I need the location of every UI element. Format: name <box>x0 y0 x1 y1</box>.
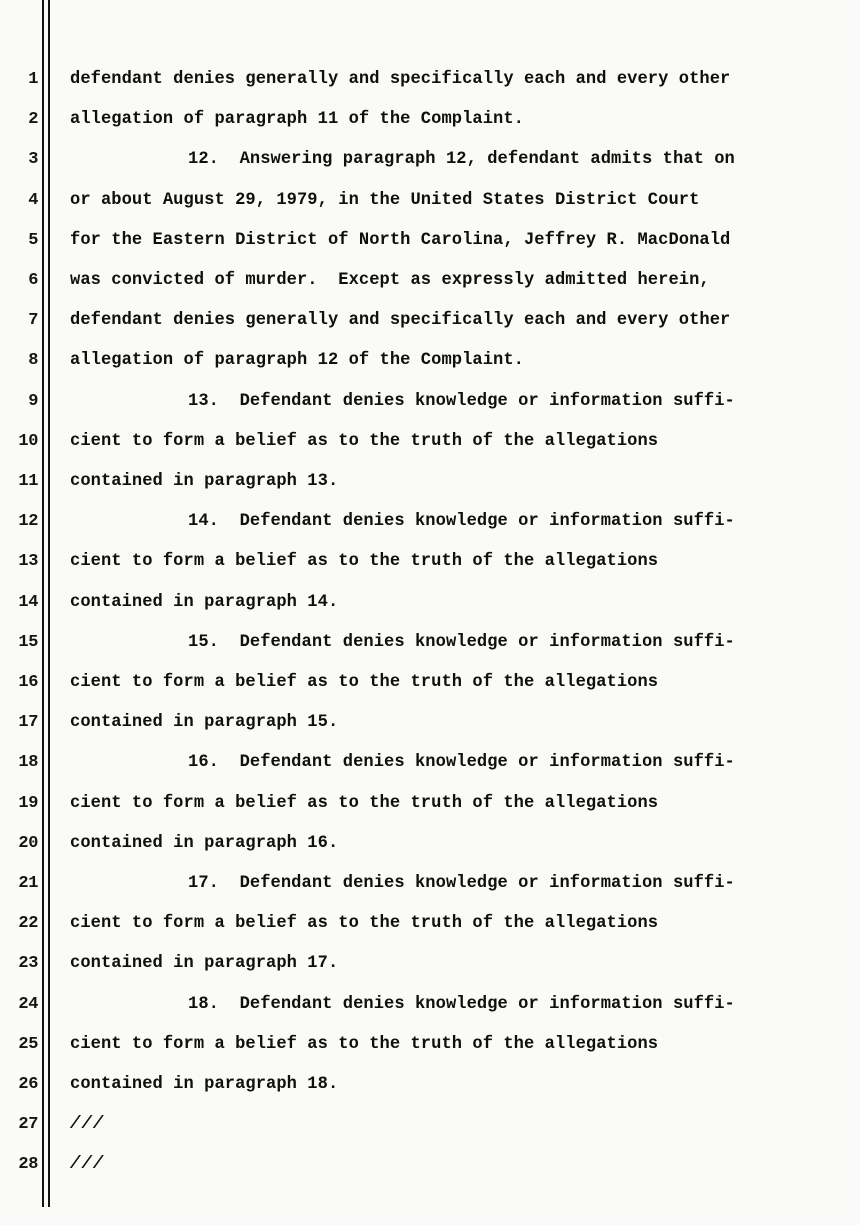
document-text-line: contained in paragraph 18. <box>70 1075 339 1094</box>
document-text-line: allegation of paragraph 12 of the Complaint. <box>70 351 524 371</box>
line-number: 2 <box>28 110 38 130</box>
document-text-line: contained in paragraph 16. <box>70 833 339 853</box>
line-number: 6 <box>28 271 38 290</box>
document-text-line: contained in paragraph 15. <box>70 713 339 733</box>
line-number: 25 <box>18 1034 38 1054</box>
document-text-column <box>70 60 852 1200</box>
line-number: 4 <box>28 190 38 210</box>
line-number: 8 <box>28 351 38 371</box>
line-number: 3 <box>28 150 38 170</box>
document-text-line: or about August 29, 1979, in the United States District Court <box>70 190 700 210</box>
pleading-rule-inner-line <box>48 0 50 1207</box>
document-text-line: cient to form a belief as to the truth of the allegations <box>70 552 659 572</box>
line-number: 1 <box>28 70 38 89</box>
line-number: 7 <box>28 311 38 331</box>
document-text-line: 15. Defendant denies knowledge or information suffi- <box>188 632 735 652</box>
line-number: 24 <box>18 994 38 1014</box>
line-number: 12 <box>18 512 38 532</box>
line-number: 17 <box>18 713 38 733</box>
document-text-line: 12. Answering paragraph 12, defendant admits that on <box>188 150 735 170</box>
document-text-line: cient to form a belief as to the truth of the allegations <box>70 1034 659 1054</box>
line-number: 27 <box>18 1115 38 1135</box>
document-text-line: 13. Defendant denies knowledge or information suffi- <box>188 391 735 411</box>
line-number: 19 <box>18 793 38 813</box>
document-text-line: 17. Defendant denies knowledge or information suffi- <box>188 874 735 893</box>
line-number: 10 <box>18 431 38 451</box>
line-number: 16 <box>18 673 38 692</box>
document-text-line: contained in paragraph 14. <box>70 592 339 612</box>
document-text-line: cient to form a belief as to the truth of the allegations <box>70 431 659 451</box>
line-number-gutter <box>0 60 38 1200</box>
line-number: 15 <box>18 632 38 652</box>
document-text-line: 16. Defendant denies knowledge or information suffi- <box>188 753 735 773</box>
line-number: 23 <box>18 954 38 974</box>
document-text-line: cient to form a belief as to the truth of the allegations <box>70 673 659 692</box>
document-text-line: defendant denies generally and specifically each and every other <box>70 70 731 89</box>
line-number: 5 <box>28 230 38 250</box>
document-text-line: cient to form a belief as to the truth of the allegations <box>70 914 659 934</box>
line-number: 13 <box>18 552 38 572</box>
document-text-line: was convicted of murder. Except as expressly admitted herein, <box>70 271 710 290</box>
document-text-line: contained in paragraph 13. <box>70 472 339 491</box>
line-number: 18 <box>18 753 38 773</box>
line-number: 9 <box>28 391 38 411</box>
line-number: 20 <box>18 833 38 853</box>
document-text-line: for the Eastern District of North Carolina, Jeffrey R. MacDonald <box>70 230 731 250</box>
document-text-line: defendant denies generally and specifically each and every other <box>70 311 731 331</box>
page-break-slashes: /// <box>70 1115 105 1135</box>
line-number: 28 <box>18 1155 38 1175</box>
line-number: 11 <box>18 472 38 491</box>
document-text-line: 14. Defendant denies knowledge or information suffi- <box>188 512 735 532</box>
pleading-rule-outer-line <box>42 0 44 1207</box>
line-number: 14 <box>18 592 38 612</box>
line-number: 26 <box>18 1075 38 1094</box>
document-text-line: contained in paragraph 17. <box>70 954 339 974</box>
line-number: 22 <box>18 914 38 934</box>
document-text-line: 18. Defendant denies knowledge or information suffi- <box>188 994 735 1014</box>
document-text-line: allegation of paragraph 11 of the Complaint. <box>70 110 524 130</box>
line-number: 21 <box>18 874 38 893</box>
page-break-slashes: /// <box>70 1155 105 1175</box>
document-text-line: cient to form a belief as to the truth of the allegations <box>70 793 659 813</box>
